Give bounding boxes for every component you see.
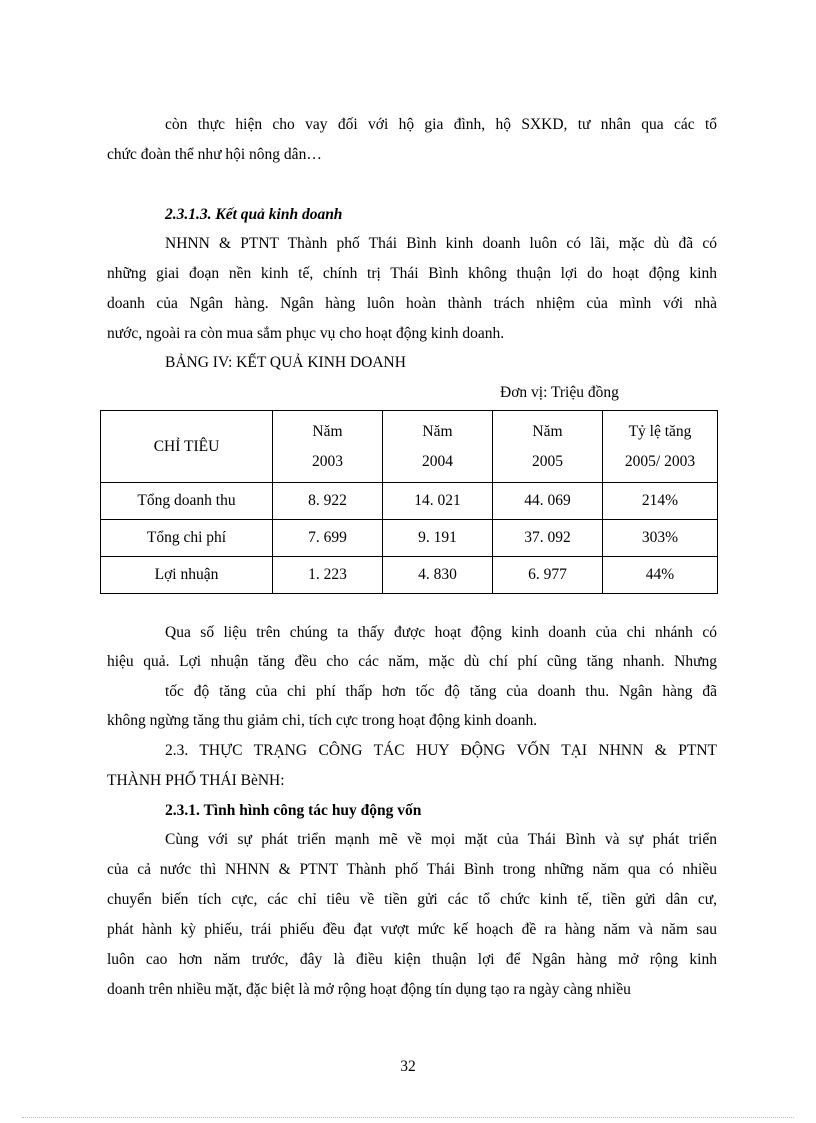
cell-2004: 14. 021 (383, 483, 493, 520)
row-label: Tổng doanh thu (101, 483, 273, 520)
cell-2004: 4. 830 (383, 557, 493, 594)
header-ratio: Tỷ lệ tăng 2005/ 2003 (603, 411, 718, 483)
paragraph-line: chức đoàn thể như hội nông dân… (107, 146, 322, 163)
paragraph-line: doanh trên nhiều mặt, đặc biệt là mở rộng hoạt động tín dụng tạo ra ngày càng nhiều (107, 981, 631, 998)
table-row (101, 557, 718, 594)
table-header-row (101, 411, 718, 483)
header-2005: Năm 2005 (493, 411, 603, 483)
cell-ratio: 214% (603, 483, 718, 520)
paragraph-line: hiệu quả. Lợi nhuận tăng đều cho các năm, mặc dù chí phí cũng tăng nhanh. Nhưng (107, 653, 717, 670)
cell-ratio: 44% (603, 557, 718, 594)
paragraph-line: của cả nước thì NHNN & PTNT Thành phố Thái Bình trong những năm qua có nhiều (107, 861, 717, 878)
section-heading: 2.3.1. Tình hình công tác huy động vốn (165, 802, 422, 819)
cell-2005: 44. 069 (493, 483, 603, 520)
header-criteria: CHỈ TIÊU (101, 411, 273, 483)
table-row (101, 483, 718, 520)
paragraph-line: doanh của Ngân hàng. Ngân hàng luôn hoàn thành trách nhiệm của mình với nhà (107, 295, 717, 312)
section-heading: 2.3. THỰC TRẠNG CÔNG TÁC HUY ĐỘNG VỐN TẠI NHNN & PTNT (165, 742, 717, 759)
cell-2003: 8. 922 (273, 483, 383, 520)
paragraph-line: NHNN & PTNT Thành phố Thái Bình kinh doanh luôn có lãi, mặc dù đã có (165, 235, 717, 252)
section-heading: THÀNH PHỐ THÁI BèNH: (107, 772, 285, 789)
paragraph-line: còn thực hiện cho vay đối với hộ gia đình, hộ SXKD, tư nhân qua các tổ (165, 116, 717, 133)
paragraph-line: luôn cao hơn năm trước, đây là điều kiện thuận lợi để Ngân hàng mở rộng kinh (107, 951, 717, 968)
cell-ratio: 303% (603, 520, 718, 557)
paragraph-line: Qua số liệu trên chúng ta thấy được hoạt động kinh doanh của chi nhánh có (165, 624, 717, 641)
paragraph-line: chuyển biến tích cực, các chỉ tiêu về tiền gửi các tổ chức kinh tế, tiền gửi dân cư, (107, 891, 717, 908)
paragraph-line: những giai đoạn nền kinh tế, chính trị Thái Bình không thuận lợi do hoạt động kinh (107, 265, 717, 282)
table-row (101, 520, 718, 557)
table-unit: Đơn vị: Triệu đồng (500, 384, 619, 401)
results-table (100, 410, 718, 594)
paragraph-line: nước, ngoài ra còn mua sắm phục vụ cho hoạt động kinh doanh. (107, 325, 505, 342)
cell-2005: 37. 092 (493, 520, 603, 557)
section-heading: 2.3.1.3. Kết quả kinh doanh (165, 206, 343, 223)
page-bottom-divider (22, 1117, 794, 1118)
header-2004: Năm 2004 (383, 411, 493, 483)
paragraph-line: phát hành kỳ phiếu, trái phiếu đều đạt vượt mức kế hoạch đề ra hàng năm và năm sau (107, 921, 717, 938)
cell-2003: 7. 699 (273, 520, 383, 557)
table-caption: BẢNG IV: KẾT QUẢ KINH DOANH (165, 354, 406, 371)
cell-2003: 1. 223 (273, 557, 383, 594)
cell-2004: 9. 191 (383, 520, 493, 557)
page-number: 32 (400, 1058, 416, 1075)
header-2003: Năm 2003 (273, 411, 383, 483)
row-label: Tổng chi phí (101, 520, 273, 557)
cell-2005: 6. 977 (493, 557, 603, 594)
paragraph-line: tốc độ tăng của chi phí thấp hơn tốc độ tăng của doanh thu. Ngân hàng đã (165, 683, 717, 700)
paragraph-line: không ngừng tăng thu giảm chi, tích cực trong hoạt động kinh doanh. (107, 712, 538, 729)
row-label: Lợi nhuận (101, 557, 273, 594)
paragraph-line: Cùng với sự phát triển mạnh mẽ về mọi mặt của Thái Bình và sự phát triển (165, 831, 717, 848)
